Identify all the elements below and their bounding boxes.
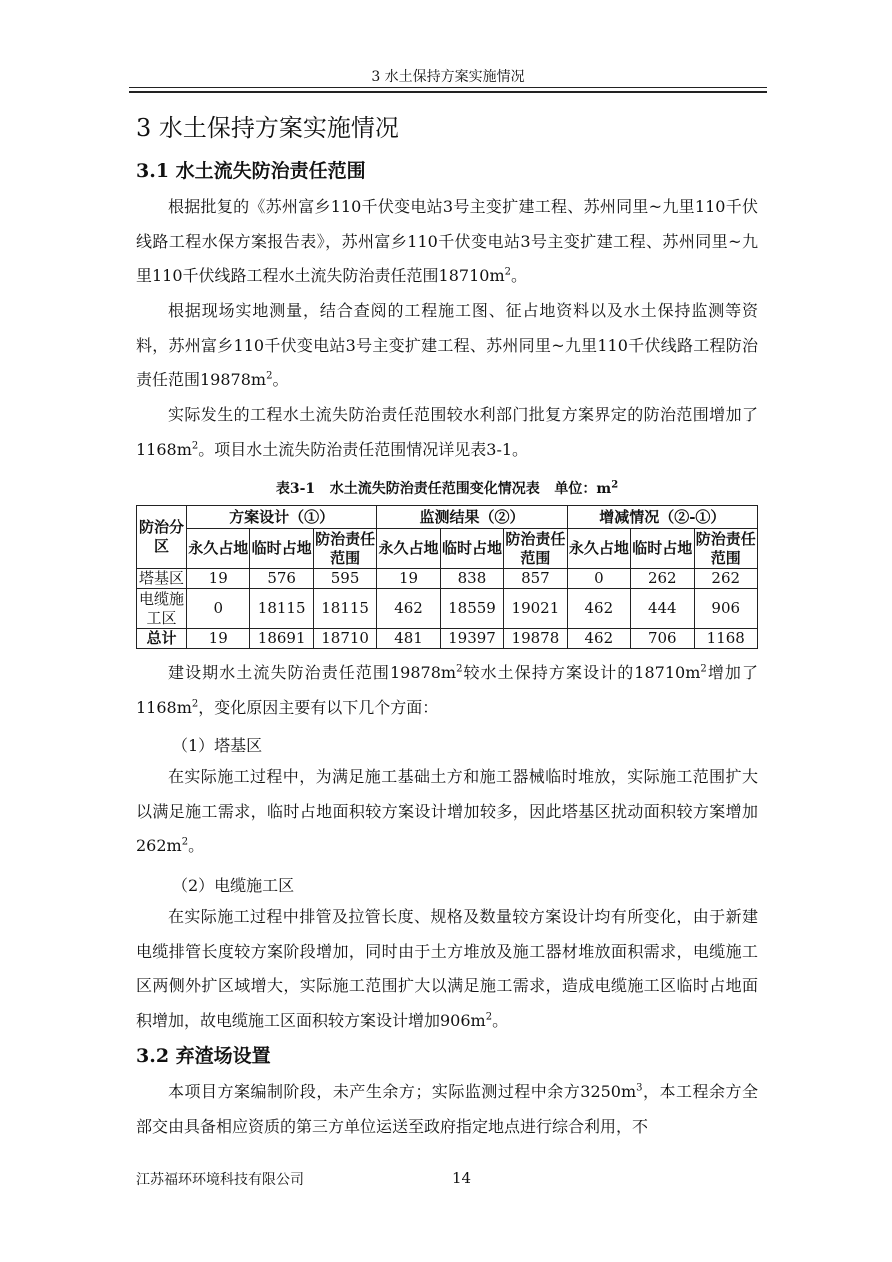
table-cell: 262: [631, 569, 694, 589]
table-header-design: 方案设计（①）: [187, 506, 377, 529]
footer-company: 江苏福环环境科技有限公司: [136, 1172, 304, 1188]
paragraph-cable-area: 在实际施工过程中排管及拉管长度、规格及数量较方案设计均有所变化，由于新建电缆排管长度较方案阶段增加，同时由于土方堆放及施工器材堆放面积需求，电缆施工区两侧外扩区域增大，实际施工范围扩大以满足施工需求，造成电缆施工区临时占地面积增加，故电缆施工区面积较方案设计增加$906m^2$。: [136, 907, 758, 1030]
paragraph-tower-area: 在实际施工过程中，为满足施工基础土方和施工器械临时堆放，实际施工范围扩大以满足施工需求，临时占地面积较方案设计增加较多，因此塔基区扰动面积较方案增加$262m^2$。: [136, 767, 758, 855]
table-cell: 1168: [694, 629, 758, 649]
table-row: [137, 589, 758, 629]
responsibility-scope-table: [136, 505, 758, 649]
table-caption: 表3-1 水土流失防治责任范围变化情况表 单位：$m^2$: [275, 479, 619, 497]
table-cell: 19397: [440, 629, 503, 649]
table-cell: 906: [694, 589, 758, 629]
table-cell: 838: [440, 569, 503, 589]
table-header-change: 增减情况（②-①）: [567, 506, 757, 529]
chapter-title: 3 水土保持方案实施情况: [136, 114, 399, 142]
table-cell: 462: [567, 589, 630, 629]
table-subheader: 永久占地: [377, 529, 440, 569]
table-cell: 857: [504, 569, 567, 589]
table-cell: 18559: [440, 589, 503, 629]
table-cell: 262: [694, 569, 758, 589]
table-cell: 481: [377, 629, 440, 649]
paragraph-scope-increase: 实际发生的工程水土流失防治责任范围较水利部门批复方案界定的防治范围增加了$1168m^2$。项目水土流失防治责任范围情况详见表3-1。: [136, 405, 758, 459]
table-cell: 18115: [313, 589, 376, 629]
list-item-tower-area: （1）塔基区: [172, 736, 263, 755]
table-cell-area: 塔基区: [137, 569, 187, 589]
table-cell: 19: [377, 569, 440, 589]
paragraph-change-summary: 建设期水土流失防治责任范围$19878m^2$较水土保持方案设计的$18710m^2$增加了$1168m^2$，变化原因主要有以下几个方面：: [136, 663, 758, 717]
table-row: [137, 569, 758, 589]
table-row-total: [137, 629, 758, 649]
table-cell: 19878: [504, 629, 567, 649]
table-cell: 19: [187, 629, 250, 649]
table-subheader: 临时占地: [250, 529, 313, 569]
table-header-area: 防治分区: [137, 506, 187, 569]
header-rule-thick: [129, 91, 767, 93]
header-rule-thin: [129, 87, 767, 88]
table-cell: 576: [250, 569, 313, 589]
table-cell: 19: [187, 569, 250, 589]
paragraph-approved-scope: 根据批复的《苏州富乡110千伏变电站3号主变扩建工程、苏州同里~九里110千伏线路工程水保方案报告表》，苏州富乡110千伏变电站3号主变扩建工程、苏州同里~九里110千伏线路工程水土流失防治责任范围$18710m^2$。: [136, 197, 758, 285]
list-item-cable-area: （2）电缆施工区: [172, 876, 295, 895]
table-cell: 18710: [313, 629, 376, 649]
table-subheader: 永久占地: [187, 529, 250, 569]
table-cell: 462: [567, 629, 630, 649]
page-number: 14: [452, 1169, 472, 1187]
table-subheader: 临时占地: [440, 529, 503, 569]
table-cell: 19021: [504, 589, 567, 629]
section-3-2-title: 3.2 弃渣场设置: [136, 1045, 271, 1067]
table-cell-area: 总计: [137, 629, 187, 649]
table-header-monitoring: 监测结果（②）: [377, 506, 567, 529]
running-header: 3 水土保持方案实施情况: [371, 69, 525, 85]
table-cell: 462: [377, 589, 440, 629]
table-cell: 444: [631, 589, 694, 629]
table-cell-area: 电缆施工区: [137, 589, 187, 629]
table-subheader: 临时占地: [631, 529, 694, 569]
table-subheader: 防治责任范围: [505, 529, 566, 567]
table-cell: 595: [313, 569, 376, 589]
paragraph-measured-scope: 根据现场实地测量，结合查阅的工程施工图、征占地资料以及水土保持监测等资料，苏州富乡110千伏变电站3号主变扩建工程、苏州同里~九里110千伏线路工程防治责任范围$19878m^2$。: [136, 301, 758, 389]
table-cell: 0: [187, 589, 250, 629]
table-cell: 0: [567, 569, 630, 589]
table-cell: 706: [631, 629, 694, 649]
table-subheader: 永久占地: [567, 529, 630, 569]
table-subheader: 防治责任范围: [315, 529, 376, 567]
table-subheader: 防治责任范围: [695, 529, 756, 567]
table-cell: 18691: [250, 629, 313, 649]
table-cell: 18115: [250, 589, 313, 629]
paragraph-spoil-site: 本项目方案编制阶段，未产生余方；实际监测过程中余方$3250m^3$，本工程余方全部交由具备相应资质的第三方单位运送至政府指定地点进行综合利用，不: [136, 1082, 758, 1136]
section-3-1-title: 3.1 水土流失防治责任范围: [136, 160, 366, 182]
